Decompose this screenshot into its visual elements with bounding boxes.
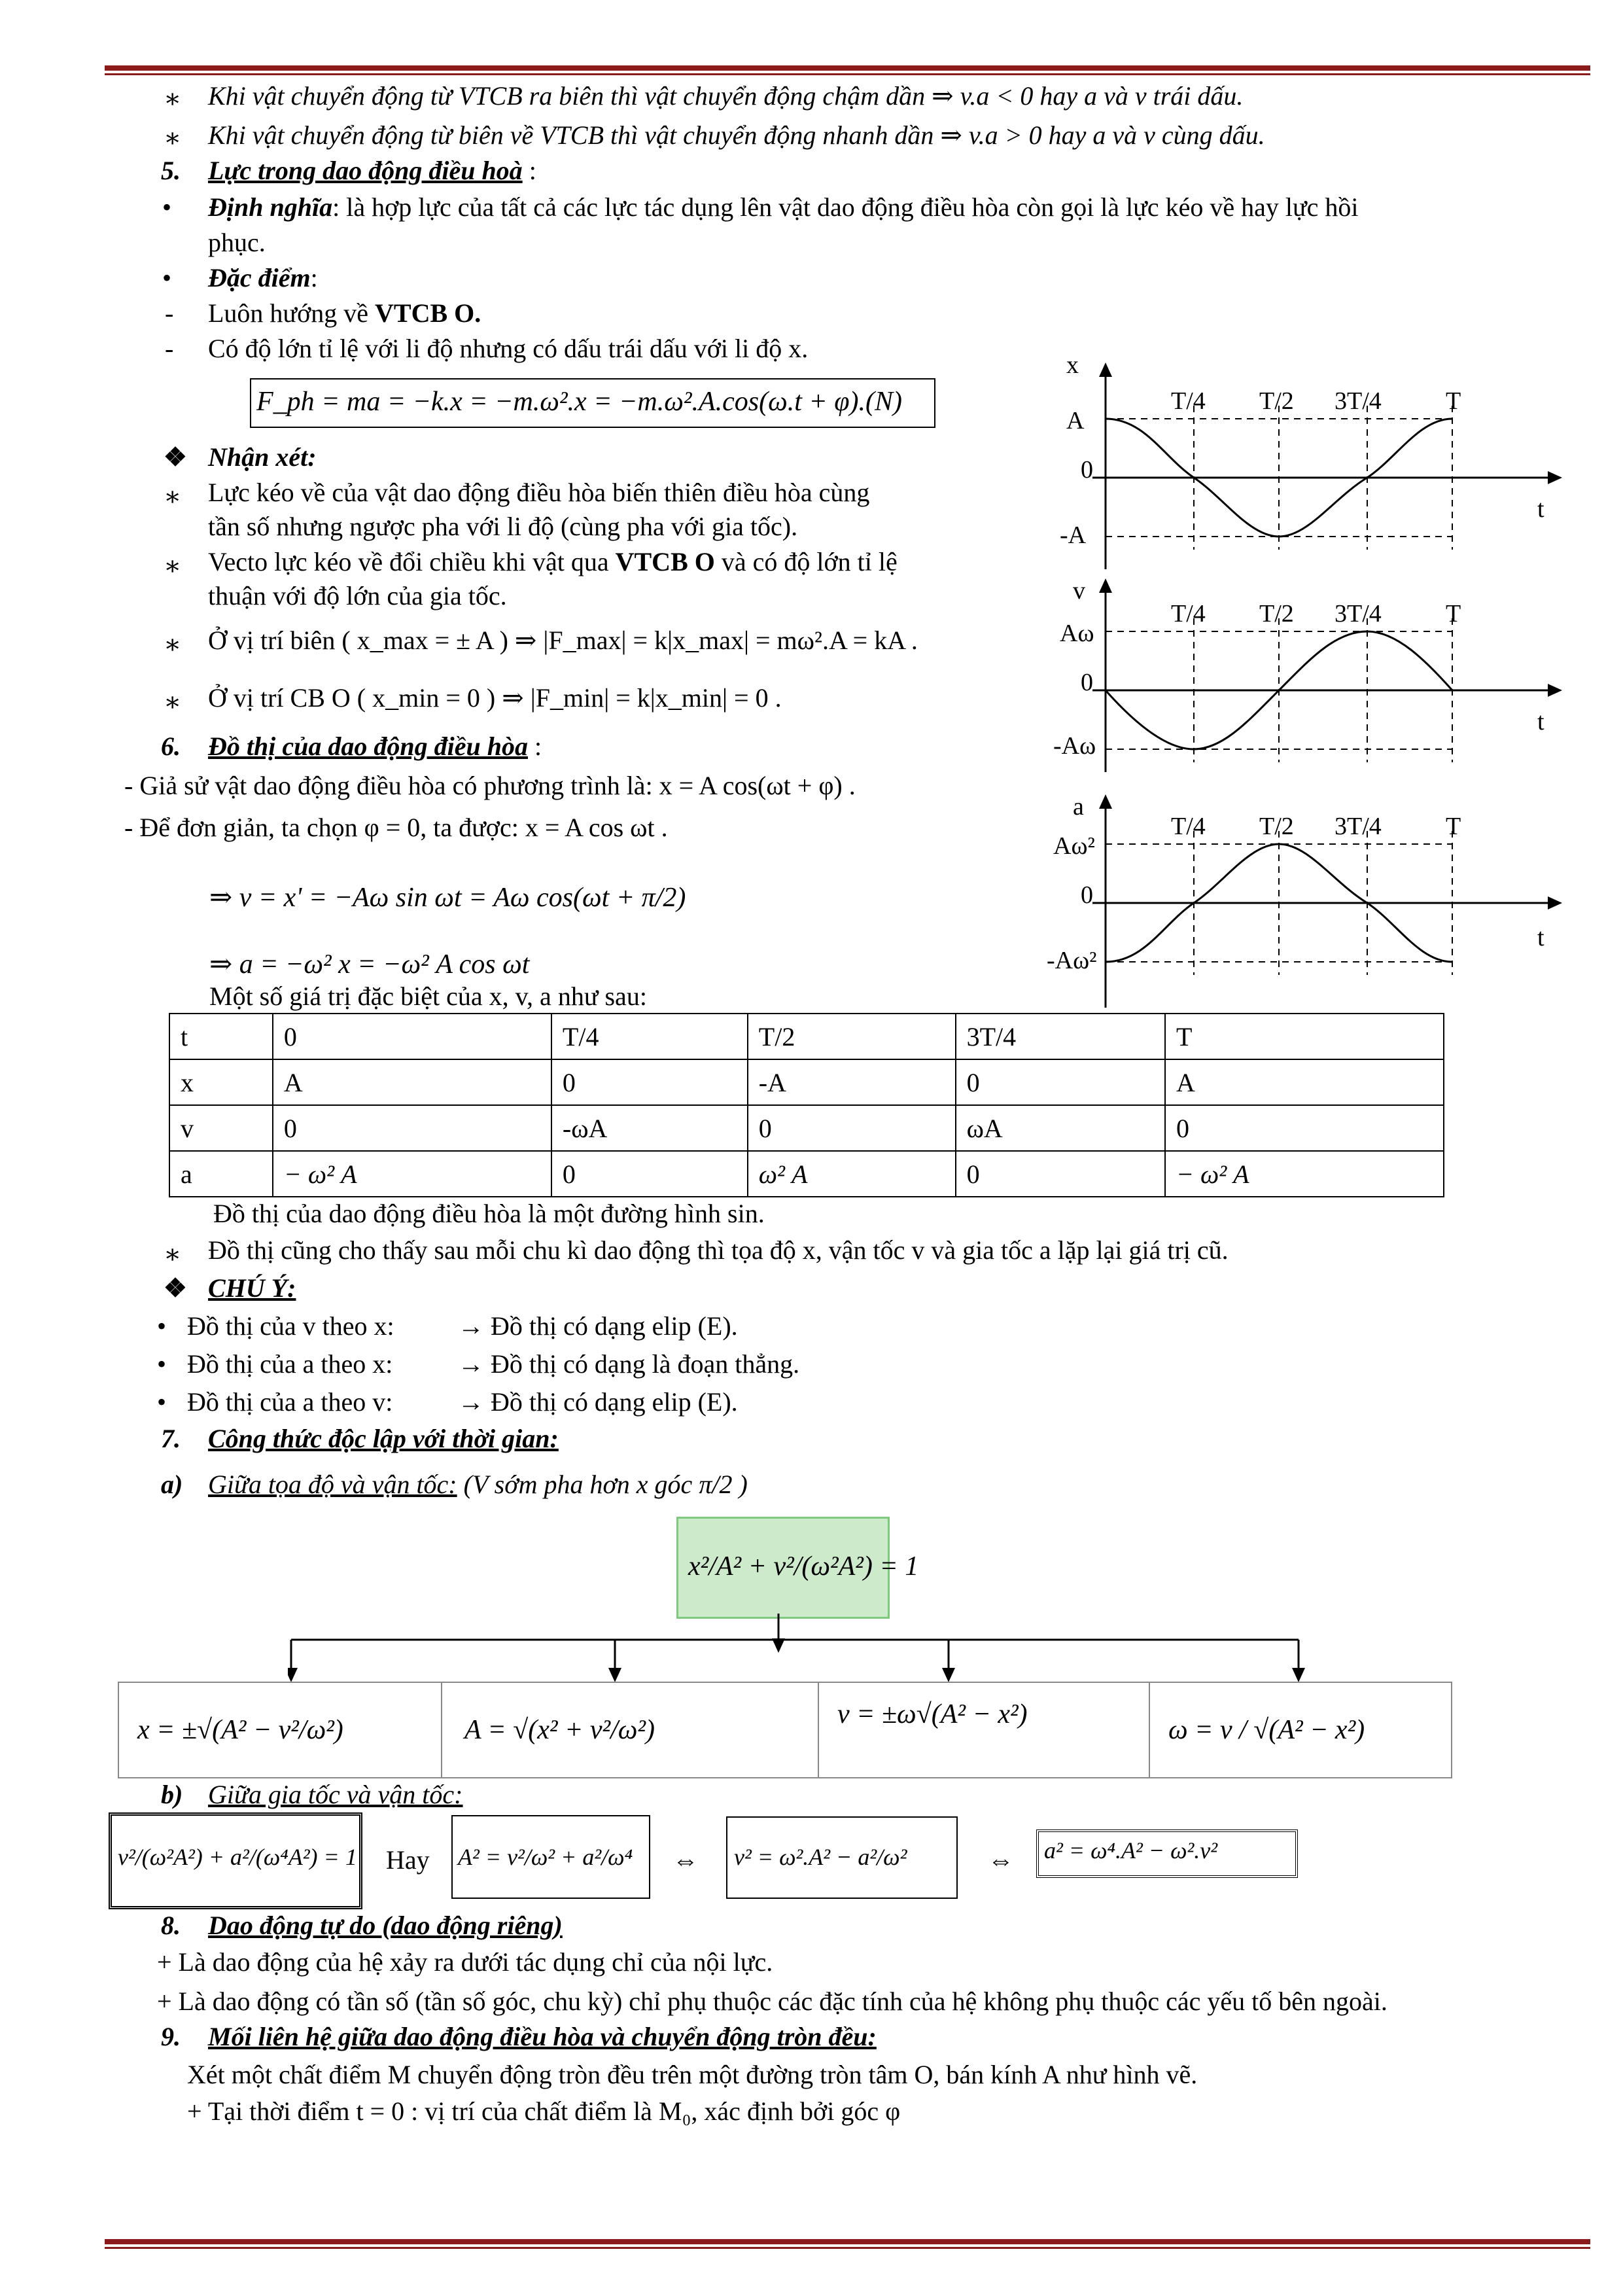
subsection-b-label: b) — [161, 1780, 183, 1809]
graph-text-1: - Giả sử vật dao động điều hòa có phương trình là: x = A cos(ωt + φ) . — [124, 771, 856, 800]
bullet-dot: • — [157, 1387, 167, 1417]
tick-3t4: 3T/4 — [1335, 387, 1382, 415]
star-bullet: ∗ — [164, 84, 182, 113]
tick-t2: T/2 — [1259, 813, 1294, 840]
remark-3: Ở vị trí biên ( x_max = ± A ) ⇒ |F_max| = k|x_max| = mω².A = kA . — [208, 626, 918, 655]
tick-t4: T/4 — [1171, 600, 1206, 627]
cell: 0 — [956, 1151, 1165, 1197]
cell: − ω² A — [1165, 1151, 1444, 1197]
dash: - — [165, 298, 174, 328]
remark-heading: Nhận xét: — [208, 442, 317, 472]
cell: ω² A — [748, 1151, 956, 1197]
cell: 0 — [273, 1105, 551, 1151]
divider — [1149, 1682, 1150, 1778]
section-7-heading: Công thức độc lập với thời gian: — [208, 1424, 559, 1453]
a-zero-label: 0 — [1081, 881, 1093, 909]
line-1: Khi vật chuyển động từ VTCB ra biên thì vật chuyển động chậm dần ⇒ v.a < 0 hay a và v trái dấu. — [208, 81, 1244, 111]
subsection-a: Giữa tọa độ và vận tốc: (V sớm pha hơn x góc π/2 ) — [208, 1470, 748, 1499]
a-bottom-label: -Aω² — [1047, 947, 1097, 974]
a-top-label: Aω² — [1053, 832, 1095, 860]
section-7-number: 7. — [161, 1424, 181, 1453]
branch-arrows — [288, 1614, 1308, 1686]
cell: 0 — [1165, 1105, 1444, 1151]
cell: ωA — [956, 1105, 1165, 1151]
accel-eq: ⇒ a = −ω² x = −ω² A cos ωt — [209, 949, 530, 980]
axis-arrow — [1099, 362, 1112, 377]
line-2: Khi vật chuyển động từ biên về VTCB thì vật chuyển động nhanh dần ⇒ v.a > 0 hay a và v cùng dấu. — [208, 120, 1265, 150]
section-8-heading: Dao động tự do (dao động riêng) — [208, 1911, 563, 1940]
a-axis-label: a — [1073, 793, 1084, 821]
formula-omega: ω = v / √(A² − x²) — [1168, 1715, 1365, 1745]
remark-4: Ở vị trí CB O ( x_min = 0 ) ⇒ |F_min| = k|x_min| = 0 . — [208, 683, 782, 713]
tick-3t4: 3T/4 — [1335, 600, 1382, 627]
main-equation: x²/A² + v²/(ω²A²) = 1 — [688, 1551, 919, 1581]
t-label: t — [1537, 495, 1544, 523]
top-rule — [105, 65, 1590, 71]
t-label: t — [1537, 708, 1544, 735]
b-eq2: A² = v²/ω² + a²/ω⁴ — [458, 1844, 633, 1870]
b-eq3: v² = ω².A² − a²/ω² — [734, 1844, 907, 1870]
x-axis-label: x — [1066, 353, 1079, 379]
b-eq4: a² = ω⁴.A² − ω².v² — [1044, 1837, 1218, 1863]
definition-cont: phục. — [208, 228, 266, 257]
sinusoid-graphs — [1034, 353, 1609, 1014]
tick-t: T — [1446, 600, 1461, 627]
force-formula: F_ph = ma = −k.x = −m.ω².x = −m.ω².A.cos(ω.t + φ).(N) — [256, 387, 902, 417]
cell: -ωA — [551, 1105, 748, 1151]
cell: 0 — [748, 1105, 956, 1151]
para-8a: + Là dao động của hệ xảy ra dưới tác dụng chỉ của nội lực. — [157, 1947, 773, 1977]
tick-t: T — [1446, 387, 1461, 415]
x-top-label: A — [1066, 407, 1085, 434]
cell: 3T/4 — [956, 1014, 1165, 1059]
formula-A: A = √(x² + v²/ω²) — [464, 1715, 655, 1745]
remark-2a: Vecto lực kéo về đổi chiều khi vật qua VTCB O và có độ lớn tỉ lệ — [208, 547, 898, 576]
features-label: Đặc điểm: — [208, 263, 318, 292]
cell: T/2 — [748, 1014, 956, 1059]
equiv-2: ⇔ — [988, 1845, 1014, 1875]
graph-text-2: - Để đơn giản, ta chọn φ = 0, ta được: x = A cos ωt . — [124, 813, 668, 842]
tick-t4: T/4 — [1171, 387, 1206, 415]
diamond-icon: ❖ — [164, 442, 187, 472]
star-bullet: ∗ — [164, 1239, 182, 1269]
remark-2b: thuận với độ lớn của gia tốc. — [208, 581, 507, 610]
divider — [818, 1682, 819, 1778]
after-table-2: Đồ thị cũng cho thấy sau mỗi chu kì dao động thì tọa độ x, vận tốc v và gia tốc a lặp lại giá trị cũ. — [208, 1235, 1229, 1265]
x-bottom-label: -A — [1060, 521, 1087, 549]
divider — [441, 1682, 442, 1778]
formula-v: v = ±ω√(A² − x²) — [837, 1699, 1028, 1729]
bottom-rule — [105, 2239, 1590, 2244]
cell: 0 — [551, 1059, 748, 1105]
cell: x — [169, 1059, 273, 1105]
table-row — [169, 1151, 1444, 1197]
t-label: t — [1537, 924, 1544, 951]
remark-1a: Lực kéo về của vật dao động điều hòa biến thiên điều hòa cùng — [208, 478, 870, 507]
top-rule-thin — [105, 73, 1590, 75]
cell: T — [1165, 1014, 1444, 1059]
section-8-number: 8. — [161, 1911, 181, 1940]
note-heading: CHÚ Ý: — [208, 1273, 296, 1303]
note-3a: Đồ thị của a theo v: — [187, 1387, 393, 1417]
special-values-table — [169, 1013, 1444, 1197]
note-2a: Đồ thị của a theo x: — [187, 1349, 393, 1379]
note-1b: → Đồ thị có dạng elip (E). — [458, 1311, 738, 1341]
tick-t2: T/2 — [1259, 387, 1294, 415]
note-3b: → Đồ thị có dạng elip (E). — [458, 1387, 738, 1417]
cell: v — [169, 1105, 273, 1151]
v-axis-label: v — [1073, 577, 1085, 605]
bullet-dot: • — [162, 263, 172, 292]
table-row — [169, 1105, 1444, 1151]
star-bullet: ∗ — [164, 482, 182, 511]
bullet-dot: • — [162, 192, 172, 222]
star-bullet: ∗ — [164, 551, 182, 580]
section-5-number: 5. — [161, 156, 181, 185]
table-row — [169, 1014, 1444, 1059]
section-6-number: 6. — [161, 732, 181, 761]
bullet-dot: • — [157, 1349, 167, 1379]
subsection-b: Giữa gia tốc và vận tốc: — [208, 1780, 463, 1809]
cell: 0 — [273, 1014, 551, 1059]
feature-1: Luôn hướng về VTCB O. — [208, 298, 481, 328]
v-zero-label: 0 — [1081, 669, 1093, 696]
subsection-a-label: a) — [161, 1470, 183, 1499]
diamond-icon: ❖ — [164, 1273, 187, 1303]
para-9a: Xét một chất điểm M chuyển động tròn đều trên một đường tròn tâm O, bán kính A như hình vẽ. — [187, 2060, 1198, 2089]
tick-3t4: 3T/4 — [1335, 813, 1382, 840]
hay-label: Hay — [386, 1845, 430, 1875]
star-bullet: ∗ — [164, 687, 182, 716]
after-table-1: Đồ thị của dao động điều hòa là một đường hình sin. — [213, 1199, 765, 1228]
v-bottom-label: -Aω — [1053, 732, 1096, 760]
note-2b: → Đồ thị có dạng là đoạn thẳng. — [458, 1349, 800, 1379]
bottom-rule-thin — [105, 2247, 1590, 2249]
table-intro: Một số giá trị đặc biệt của x, v, a như sau: — [209, 981, 647, 1011]
para-8b: + Là dao động có tần số (tần số góc, chu kỳ) chỉ phụ thuộc các đặc tính của hệ không phụ thuộc các yếu tố bên ngoài. — [157, 1987, 1387, 2016]
table-row — [169, 1059, 1444, 1105]
cell: A — [1165, 1059, 1444, 1105]
cell: T/4 — [551, 1014, 748, 1059]
tick-t2: T/2 — [1259, 600, 1294, 627]
para-9b: + Tại thời điểm t = 0 : vị trí của chất điểm là M₀, xác định bởi góc φ — [187, 2096, 901, 2126]
section-9-number: 9. — [161, 2022, 181, 2051]
cell: A — [273, 1059, 551, 1105]
axis-arrow — [1548, 471, 1562, 484]
note-1a: Đồ thị của v theo x: — [187, 1311, 394, 1341]
cell: -A — [748, 1059, 956, 1105]
cell: t — [169, 1014, 273, 1059]
cell: 0 — [956, 1059, 1165, 1105]
star-bullet: ∗ — [164, 123, 182, 152]
x-zero-label: 0 — [1081, 456, 1093, 484]
equiv-1: ⇔ — [672, 1845, 699, 1875]
bullet-dot: • — [157, 1311, 167, 1341]
dash: - — [165, 334, 174, 363]
v-top-label: Aω — [1060, 620, 1094, 647]
cell: 0 — [551, 1151, 748, 1197]
definition: Định nghĩa: là hợp lực của tất cả các lực tác dụng lên vật dao động điều hòa còn gọi là lực kéo về hay lực hồi — [208, 192, 1359, 222]
section-6-heading: Đồ thị của dao động điều hòa : — [208, 732, 542, 761]
feature-2: Có độ lớn tỉ lệ với li độ nhưng có dấu trái dấu với li độ x. — [208, 334, 809, 363]
remark-1b: tần số nhưng ngược pha với li độ (cùng pha với gia tốc). — [208, 512, 798, 541]
section-9-heading: Mối liên hệ giữa dao động điều hòa và chuyển động tròn đều: — [208, 2022, 877, 2051]
velocity-eq: ⇒ v = x' = −Aω sin ωt = Aω cos(ωt + π/2) — [209, 883, 686, 913]
formula-x: x = ±√(A² − v²/ω²) — [137, 1715, 343, 1745]
cell: a — [169, 1151, 273, 1197]
b-eq1: v²/(ω²A²) + a²/(ω⁴A²) = 1 — [118, 1844, 357, 1870]
section-5-heading: Lực trong dao động điều hoà : — [208, 156, 536, 185]
cell: − ω² A — [273, 1151, 551, 1197]
tick-t: T — [1446, 813, 1461, 840]
star-bullet: ∗ — [164, 629, 182, 659]
tick-t4: T/4 — [1171, 813, 1206, 840]
